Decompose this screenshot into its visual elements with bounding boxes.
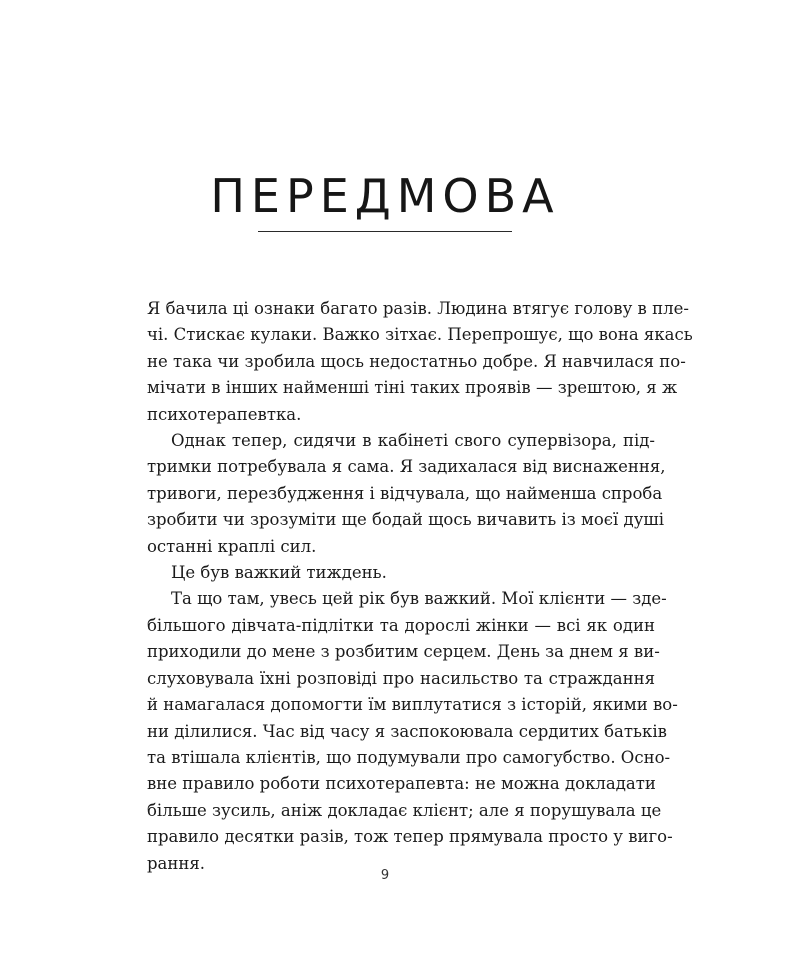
text-line: Це був важкий тиждень. <box>171 563 387 583</box>
chapter-title: ПЕРЕДМОВА <box>210 169 560 223</box>
text-line: Однак тепер, сидячи в кабінеті свого супервізора, під- <box>171 431 655 451</box>
text-line: Та що там, увесь цей рік був важкий. Мої клієнти — зде- <box>171 589 667 609</box>
text-line: тривоги, перезбудження і відчувала, що найменша спроба <box>147 483 663 503</box>
text-line: мічати в інших найменші тіні таких проявів — зрештою, я ж <box>147 378 678 398</box>
text-line: психотерапевтка. <box>147 404 302 424</box>
page-number: 9 <box>380 868 390 883</box>
text-line: більшого дівчата-підлітки та дорослі жінки — всі як один <box>147 615 655 635</box>
paragraph <box>147 586 678 876</box>
text-line: більше зусиль, аніж докладає клієнт; але я порушувала це <box>147 800 662 820</box>
text-line: чі. Стискає кулаки. Важко зітхає. Перепрошує, що вона якась <box>147 325 693 345</box>
text-line: правило десятки разів, тож тепер прямувала просто у виго- <box>147 827 673 847</box>
text-line: рання. <box>147 853 206 873</box>
title-underline <box>258 231 512 232</box>
paragraph <box>147 428 666 560</box>
paragraph <box>147 560 655 586</box>
text-line: зробити чи зрозуміти ще бодай щось вичавить із моєї душі <box>147 510 665 530</box>
text-line: Я бачила ці ознаки багато разів. Людина втягує голову в пле- <box>147 299 689 318</box>
text-line: слуховувала їхні розповіді про насильство та страждання <box>147 668 655 688</box>
text-line: не така чи зробила щось недостатньо добре. Я навчилася по- <box>147 351 686 371</box>
text-line: ни ділилися. Час від часу я заспокоювала сердитих батьків <box>147 721 667 741</box>
body-text <box>147 296 693 877</box>
paragraph <box>147 296 693 428</box>
text-line: вне правило роботи психотерапевта: не можна докладати <box>147 774 656 794</box>
text-line: останні краплі сил. <box>147 536 317 556</box>
text-line: й намагалася допомогти їм виплутатися з історій, якими во- <box>147 695 678 715</box>
text-line: тримки потребувала я сама. Я задихалася від виснаження, <box>147 457 666 477</box>
text-line: приходили до мене з розбитим серцем. День за днем я ви- <box>147 642 660 662</box>
text-line: та втішала клієнтів, що подумували про самогубство. Осно- <box>147 747 671 767</box>
